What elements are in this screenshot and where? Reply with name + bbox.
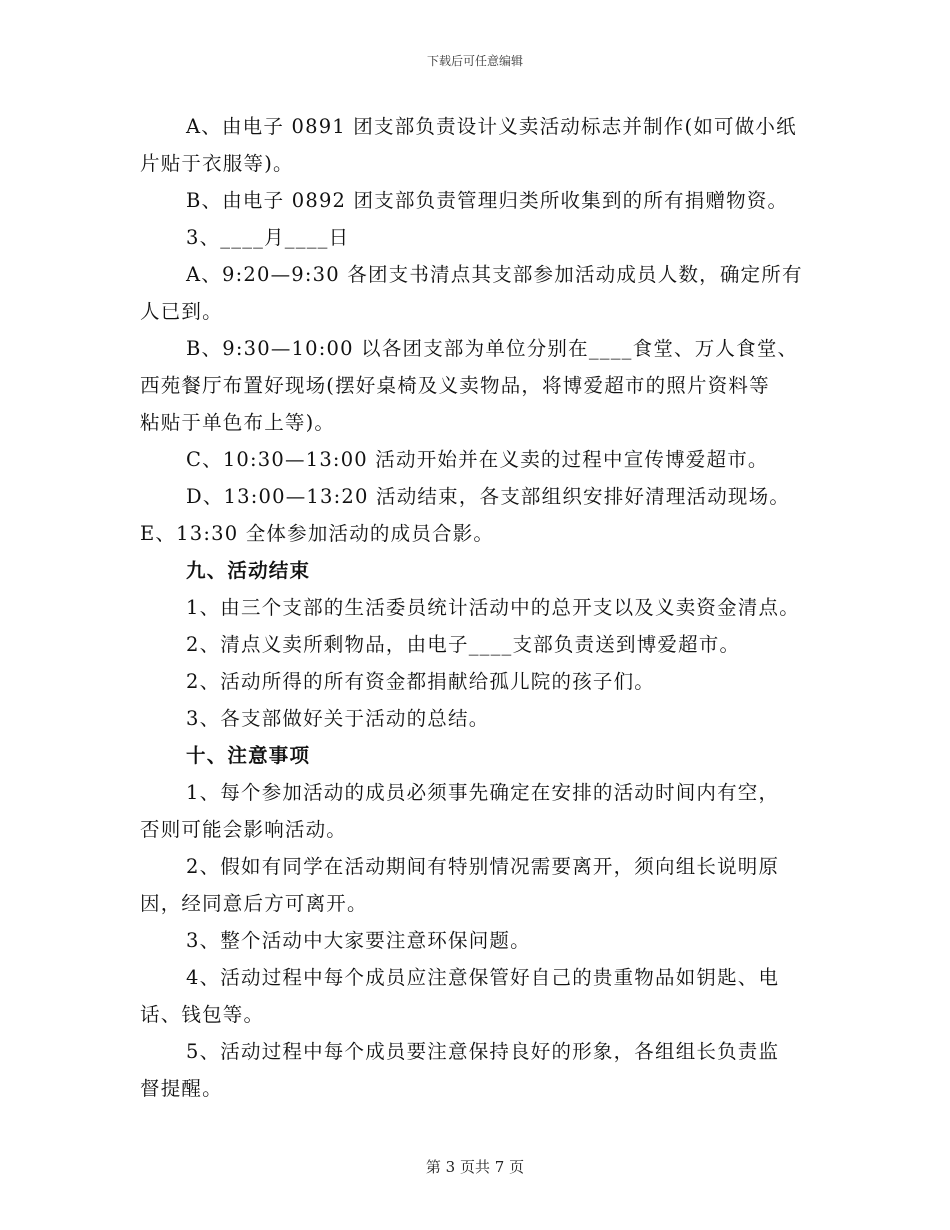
- paragraph-line: 2、假如有同学在活动期间有特别情况需要离开，须向组长说明原: [186, 855, 780, 878]
- paragraph-line: 1、每个参加活动的成员必须事先确定在安排的活动时间内有空，: [186, 781, 780, 804]
- paragraph-line: 3、____月____日: [186, 226, 350, 249]
- paragraph-line: 督提醒。: [140, 1077, 223, 1100]
- paragraph-line: 4、活动过程中每个成员应注意保管好自己的贵重物品如钥匙、电: [186, 966, 780, 989]
- page-header: 下载后可任意编辑: [426, 54, 523, 68]
- paragraph-line: D、13:00—13:20 活动结束，各支部组织安排好清理活动现场。: [186, 485, 791, 508]
- paragraph-line: 片贴于衣服等)。: [140, 152, 294, 175]
- paragraph-line: 话、钱包等。: [140, 1003, 265, 1026]
- paragraph-line: 2、活动所得的所有资金都捐献给孤儿院的孩子们。: [186, 670, 656, 693]
- paragraph-line: 否则可能会影响活动。: [140, 818, 348, 841]
- paragraph-line: E、13:30 全体参加活动的成员合影。: [140, 522, 495, 545]
- section-heading: 九、活动结束: [186, 559, 311, 582]
- paragraph-line: 人已到。: [140, 300, 223, 323]
- paragraph-line: 3、各支部做好关于活动的总结。: [186, 707, 490, 730]
- paragraph-line: A、9:20—9:30 各团支书清点其支部参加活动成员人数，确定所有: [186, 263, 803, 286]
- paragraph-line: A、由电子 0891 团支部负责设计义卖活动标志并制作(如可做小纸: [186, 115, 797, 138]
- paragraph-line: 2、清点义卖所剩物品，由电子____支部负责送到博爱超市。: [186, 633, 741, 656]
- document-body: [140, 108, 825, 1107]
- page-footer: 第 3 页共 7 页: [425, 1158, 525, 1176]
- paragraph-line: 5、活动过程中每个成员要注意保持良好的形象，各组组长负责监: [186, 1040, 780, 1063]
- paragraph-line: 西苑餐厅布置好现场(摆好桌椅及义卖物品，将博爱超市的照片资料等: [140, 374, 770, 397]
- paragraph-line: 因，经同意后方可离开。: [140, 892, 368, 915]
- paragraph-line: B、9:30—10:00 以各团支部为单位分别在____食堂、万人食堂、: [186, 337, 799, 360]
- paragraph-line: C、10:30—13:00 活动开始并在义卖的过程中宣传博爱超市。: [186, 448, 769, 471]
- paragraph-line: 1、由三个支部的生活委员统计活动中的总开支以及义卖资金清点。: [186, 596, 800, 619]
- paragraph-line: 3、整个活动中大家要注意环保问题。: [186, 929, 531, 952]
- paragraph-line: B、由电子 0892 团支部负责管理归类所收集到的所有捐赠物资。: [186, 189, 789, 212]
- section-heading: 十、注意事项: [186, 744, 311, 767]
- paragraph-line: 粘贴于单色布上等)。: [140, 411, 336, 434]
